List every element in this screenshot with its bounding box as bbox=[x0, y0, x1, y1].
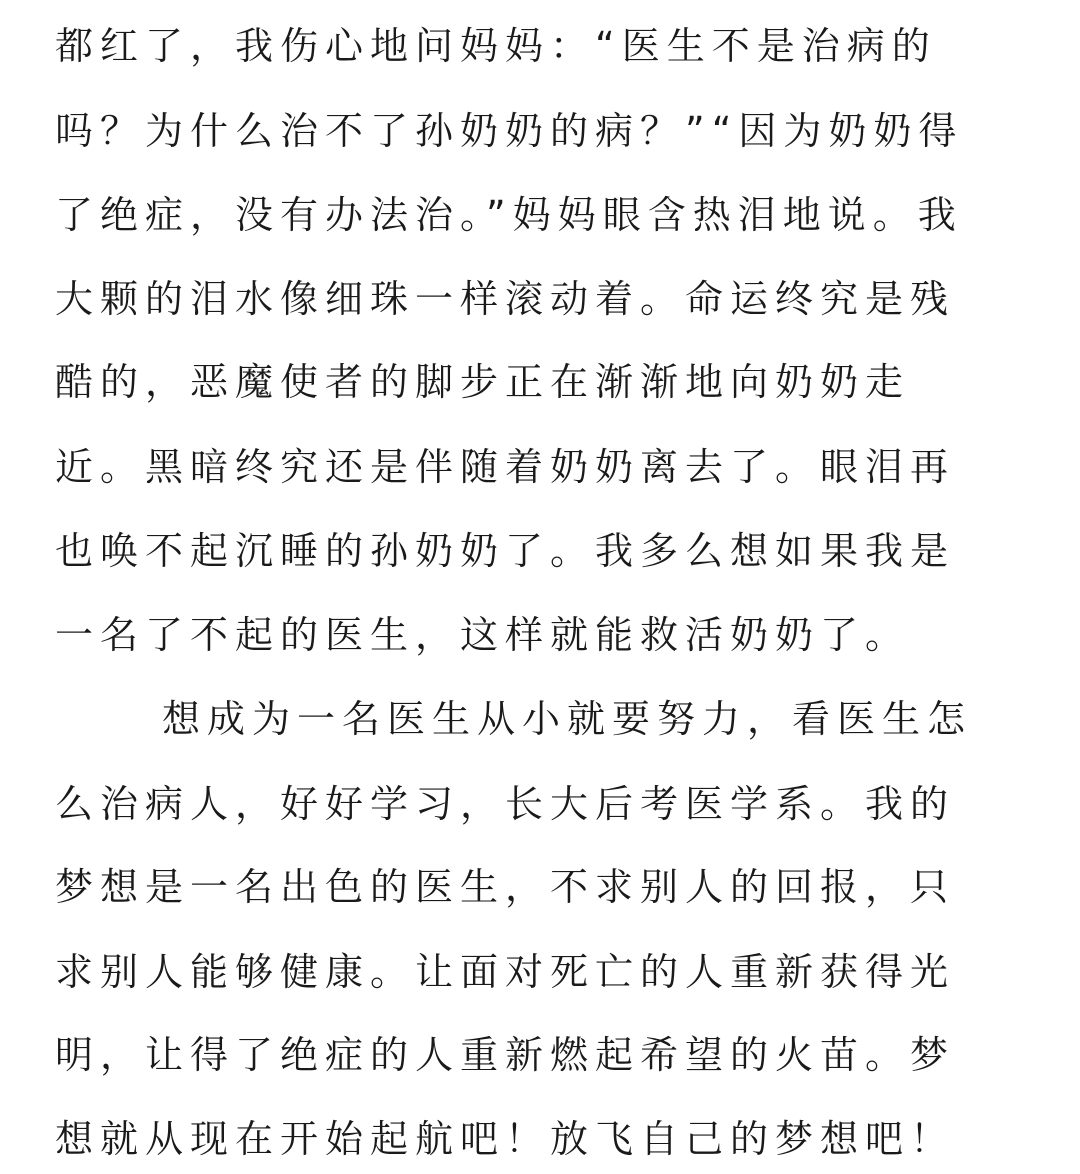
text-line-6: 近。黑暗终究还是伴随着奶奶离去了。眼泪再 bbox=[55, 445, 956, 489]
text-line-11: 梦想是一名出色的医生，不求别人的回报，只 bbox=[55, 865, 956, 909]
text-line-1: 都红了，我伤心地问妈妈：“医生不是治病的 bbox=[55, 24, 937, 68]
text-line-10: 么治病人，好好学习，长大后考医学系。我的 bbox=[55, 782, 956, 826]
text-line-2: 吗？为什么治不了孙奶奶的病？”“因为奶奶得 bbox=[55, 109, 964, 153]
text-line-4: 大颗的泪水像细珠一样滚动着。命运终究是残 bbox=[55, 277, 956, 321]
text-line-5: 酷的，恶魔使者的脚步正在渐渐地向奶奶走 bbox=[55, 360, 911, 404]
text-line-3: 了绝症，没有办法治。”妈妈眼含热泪地说。我 bbox=[55, 193, 963, 237]
text-line-7: 也唤不起沉睡的孙奶奶了。我多么想如果我是 bbox=[55, 529, 956, 573]
text-line-14: 想就从现在开始起航吧！放飞自己的梦想吧！ bbox=[55, 1117, 956, 1161]
text-line-8: 一名了不起的医生，这样就能救活奶奶了。 bbox=[55, 613, 911, 657]
paragraph-start-line: 想成为一名医生从小就要努力，看医生怎 bbox=[162, 697, 973, 741]
text-line-12: 求别人能够健康。让面对死亡的人重新获得光 bbox=[55, 950, 956, 994]
text-line-13: 明，让得了绝症的人重新燃起希望的火苗。梦 bbox=[55, 1033, 956, 1077]
